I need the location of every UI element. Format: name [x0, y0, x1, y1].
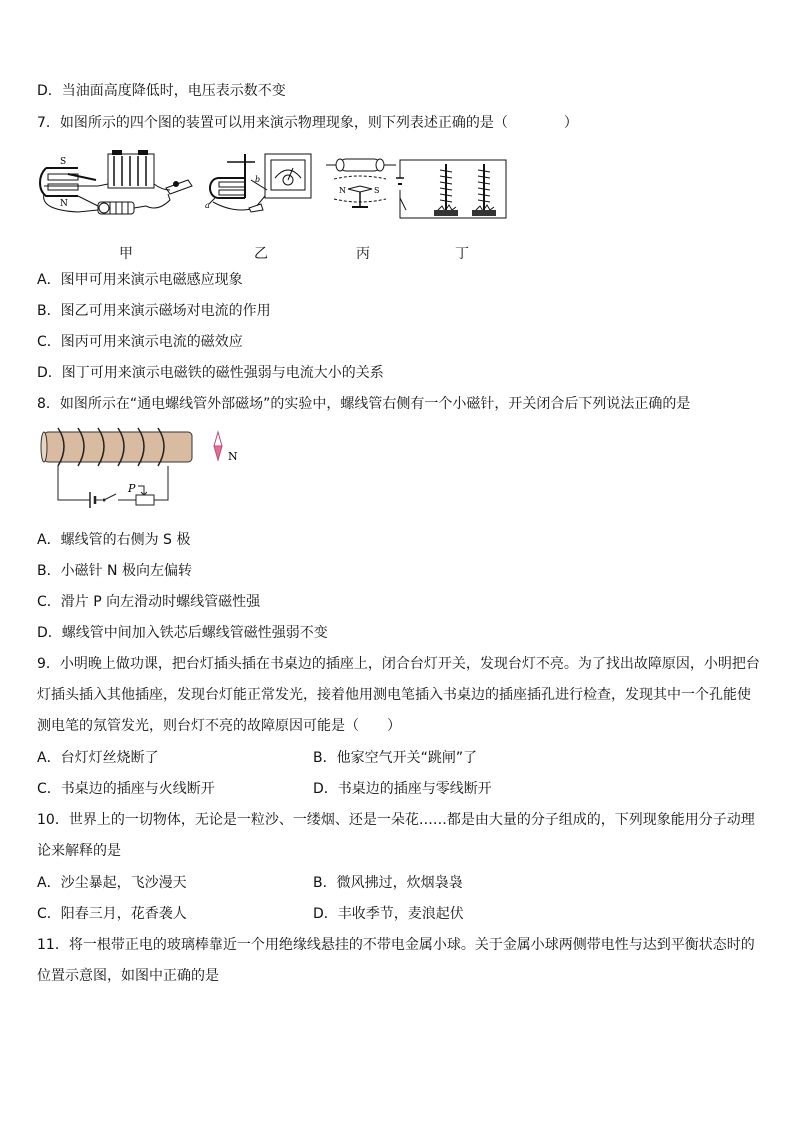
caption-bing: 丙: [356, 246, 370, 262]
q7-stem: 7．如图所示的四个图的装置可以用来演示物理现象，则下列表述正确的是（ ）: [37, 115, 578, 131]
q10-stem-line-2: 论来解释的是: [37, 843, 121, 859]
q10-option-c: C．阳春三月，花香袭人: [37, 906, 187, 922]
needle-n-label: N: [228, 450, 238, 463]
label-b: b: [255, 175, 261, 184]
q11-stem-line-1: 11．将一根带正电的玻璃棒靠近一个用绝缘线悬挂的不带电金属小球。关于金属小球两侧带电性与达到平衡状态时的: [37, 937, 755, 953]
q8-option-d: D．螺线管中间加入铁芯后螺线管磁性强弱不变: [37, 625, 328, 641]
q7-option-b: B．图乙可用来演示磁场对电流的作用: [37, 303, 271, 319]
q9-stem-line-3: 测电笔的氖管发光，则台灯不亮的故障原因可能是（ ）: [37, 718, 401, 734]
q7-option-d: D．图丁可用来演示电磁铁的磁性强弱与电流大小的关系: [37, 365, 384, 381]
label-n: N: [60, 199, 68, 209]
caption-yi: 乙: [254, 246, 268, 262]
q7-option-a: A．图甲可用来演示电磁感应现象: [37, 272, 243, 288]
q9-option-a: A．台灯灯丝烧断了: [37, 750, 159, 766]
figure-bing-oersted-compass: [326, 155, 396, 210]
q8-option-c: C．滑片 P 向左滑动时螺线管磁性强: [37, 594, 261, 610]
compass-n-label: N: [339, 186, 346, 195]
q10-option-b: B．微风拂过，炊烟袅袅: [313, 875, 463, 891]
compass-s-label: S: [374, 186, 380, 195]
q8-stem: 8．如图所示在“通电螺线管外部磁场”的实验中，螺线管右侧有一个小磁针，开关闭合后下列说法正确的是: [37, 396, 691, 412]
q9-stem-line-1: 9．小明晚上做功课，把台灯插头插在书桌边的插座上，闭合台灯开关，发现台灯不亮。为了找出故障原因，小明把台: [37, 656, 760, 672]
label-a: a: [205, 201, 210, 210]
caption-jia: 甲: [119, 246, 133, 262]
caption-ding: 丁: [455, 246, 469, 262]
q8-option-a: A．螺线管的右侧为 S 极: [37, 532, 191, 548]
q11-stem-line-2: 位置示意图，如图中正确的是: [37, 968, 219, 984]
q9-stem-line-2: 灯插头插入其他插座，发现台灯能正常发光，接着他用测电笔插入书桌边的插座插孔进行检查，发现其中一个孔能使: [37, 687, 751, 703]
q10-option-a: A．沙尘暴起，飞沙漫天: [37, 875, 187, 891]
q10-stem-line-1: 10．世界上的一切物体，无论是一粒沙、一缕烟、还是一朵花……都是由大量的分子组成的，下列现象能用分子动理: [37, 812, 755, 828]
figure-jia-induction-apparatus: [38, 150, 198, 220]
figure-solenoid-circuit: [40, 428, 250, 518]
q6-option-d: D．当油面高度降低时，电压表示数不变: [37, 83, 286, 99]
figure-ding-electromagnets-circuit: [400, 160, 510, 222]
q7-option-c: C．图丙可用来演示电流的磁效应: [37, 334, 243, 350]
figure-yi-motor-apparatus: [205, 150, 315, 220]
q9-option-b: B．他家空气开关“跳闸”了: [313, 750, 478, 766]
q8-option-b: B．小磁针 N 极向左偏转: [37, 563, 192, 579]
slider-p-label: P: [128, 482, 136, 495]
q10-option-d: D．丰收季节，麦浪起伏: [313, 906, 464, 922]
label-s: S: [60, 157, 67, 167]
q9-option-c: C．书桌边的插座与火线断开: [37, 781, 215, 797]
q9-option-d: D．书桌边的插座与零线断开: [313, 781, 492, 797]
